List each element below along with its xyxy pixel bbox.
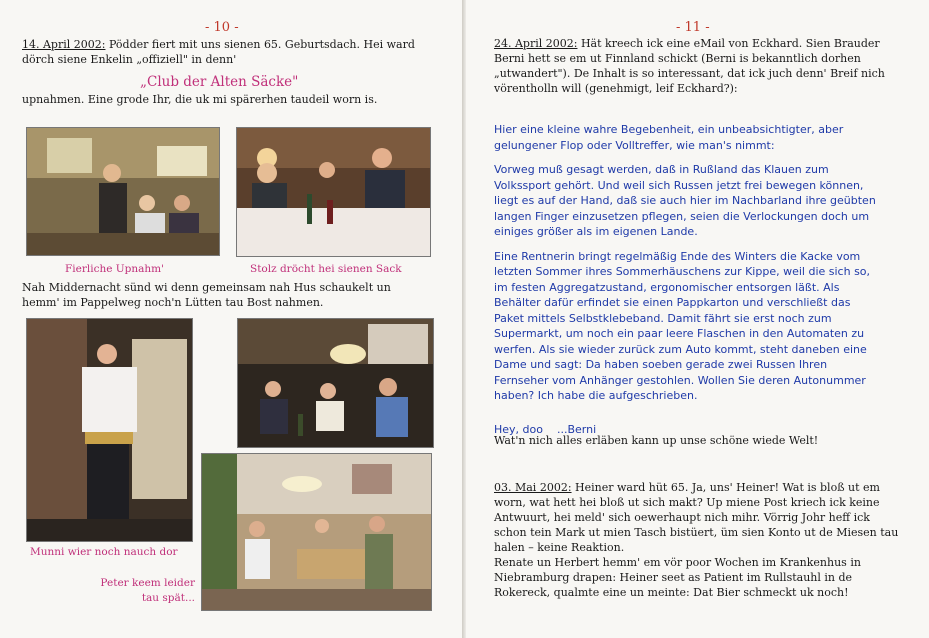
- entry-date: 03. Mai 2002:: [494, 481, 572, 494]
- email-line: einiges größer als im eigenen Lande.: [494, 225, 698, 238]
- entry-date: 14. April 2002:: [22, 38, 106, 51]
- email-line: Dame und sagt: Da haben soeben gerade zwei Russen Ihren: [494, 358, 828, 371]
- text-line: Nah Middernacht sünd wi denn gemeinsam nah Hus schaukelt un: [22, 281, 391, 294]
- email-line: liegt es auf der Hand, daß sie auch hier im Nachbarland ihre geübten: [494, 194, 876, 207]
- caption-line: Peter keem leider: [100, 577, 195, 589]
- caption-ceremony: Fierliche Upnahm': [65, 263, 164, 275]
- intro-paragraph: [494, 36, 920, 96]
- email-line: haben? Ich habe die aufgeschrieben.: [494, 389, 698, 402]
- email-line: langen Finger einzusetzen pflegen, seien die Verlockungen doch um: [494, 209, 870, 223]
- caption-munni: Munni wier noch nauch dor: [30, 546, 178, 558]
- page-number: - 10 -: [205, 20, 239, 35]
- left-page: [0, 0, 462, 638]
- photo-livingroom: [237, 318, 434, 448]
- text-line: „utwandert"). De Inhalt is so interessant, dat ick juch denn' Breif nich: [494, 67, 885, 80]
- email-line: Hier eine kleine wahre Begebenheit, ein unbeabsichtigter, aber: [494, 123, 844, 136]
- may-paragraph: [494, 480, 920, 600]
- page-number: - 11 -: [676, 20, 710, 35]
- email-line: gelungener Flop oder Volltreffer, wie man's nimmt:: [494, 138, 775, 152]
- email-line: Behälter dafür erfindet sie einen Pappkarton und verschließt das: [494, 296, 851, 309]
- entry-date: 24. April 2002:: [494, 37, 578, 50]
- text-line: schon tein Mark ut mien Tasch bistüert, üm sien Konto ut de Miesen tau: [494, 526, 899, 539]
- text-line: Hät kreech ick eine eMail von Eckhard. Sien Brauder: [577, 37, 880, 50]
- text-line: worn, wat hett hei bloß ut sich makt? Up miene Post kriech ick keine: [494, 496, 880, 509]
- text-line: Berni hett se em ut Finnland schickt (Berni is bekanntlich dorhen: [494, 52, 861, 65]
- photo-ceremony: [26, 127, 220, 256]
- text-line: Heiner ward hüt 65. Ja, uns' Heiner! Wat is bloß ut em: [571, 481, 880, 494]
- text-line: Pödder fiert mit uns sienen 65. Geburtsdach. Hei ward: [105, 38, 415, 51]
- text-line: vörentholln will (genehmigt, leif Eckhard?):: [494, 82, 738, 95]
- intro-paragraph: [22, 37, 452, 67]
- email-line: Vorweg muß gesagt werden, daß in Rußland das Klauen zum: [494, 163, 829, 176]
- caption-peter: [95, 576, 195, 606]
- caption-line: tau spät...: [141, 592, 195, 604]
- mid-paragraph: [22, 280, 454, 310]
- text-line: Rokereck, qualmte eine un meinte: Dat Bier schmeckt uk noch!: [494, 586, 849, 599]
- photo-salute: [26, 318, 193, 542]
- email-line: Paket mittels Selbstklebeband. Damit fährt sie erst noch zum: [494, 311, 832, 325]
- remark: Wat'n nich alles erläben kann up unse schöne wiede Welt!: [494, 434, 819, 447]
- email-quote: [494, 122, 924, 437]
- photo-party: [201, 453, 432, 611]
- caption-proud: Stolz dröcht hei sienen Sack: [250, 263, 402, 275]
- text-line: Niebramburg drapen: Heiner seet as Patient im Rullstauhl in de: [494, 571, 853, 584]
- email-line: Fernseher vom Anhänger gestohlen. Wollen Sie deren Autonummer: [494, 373, 866, 387]
- club-title: „Club der Alten Säcke": [140, 74, 299, 90]
- text-line: Antwuurt, hei meld' sich oewerhaupt nich mihr. Vörrig Johr heff ick: [494, 511, 870, 524]
- email-line: Eine Rentnerin bringt regelmäßig Ende des Winters die Kacke vom: [494, 249, 861, 263]
- email-line: Supermarkt, um noch ein paar leere Flaschen in den Automaten zu: [494, 327, 865, 340]
- email-line: Volkssport gehört. Und weil sich Russen jetzt frei bewegen können,: [494, 178, 864, 192]
- text-line: halen – keine Reaktion.: [494, 541, 625, 554]
- email-signature: Hey, doo ...Berni: [494, 422, 597, 436]
- right-page: [466, 0, 929, 638]
- text-line: dörch siene Enkelin „offiziell" in denn': [22, 53, 237, 66]
- email-line: werfen. Als sie wieder zurück zum Auto kommt, steht daneben eine: [494, 342, 867, 356]
- text-line: hemm' im Pappelweg noch'n Lütten tau Bost nahmen.: [22, 296, 324, 309]
- email-line: letzten Sommer ihres Sommerhäuschens zur Kippe, weil die sich so,: [494, 265, 871, 278]
- text-line: upnahmen. Eine grode Ihr, die uk mi spärerhen taudeil worn is.: [22, 93, 378, 106]
- email-line: im festen Aggregatzustand, ergonomischer entsorgen läßt. Als: [494, 280, 840, 294]
- text-line: Renate un Herbert hemm' em vör poor Wochen im Krankenhus in: [494, 556, 861, 569]
- photo-table: [236, 127, 431, 257]
